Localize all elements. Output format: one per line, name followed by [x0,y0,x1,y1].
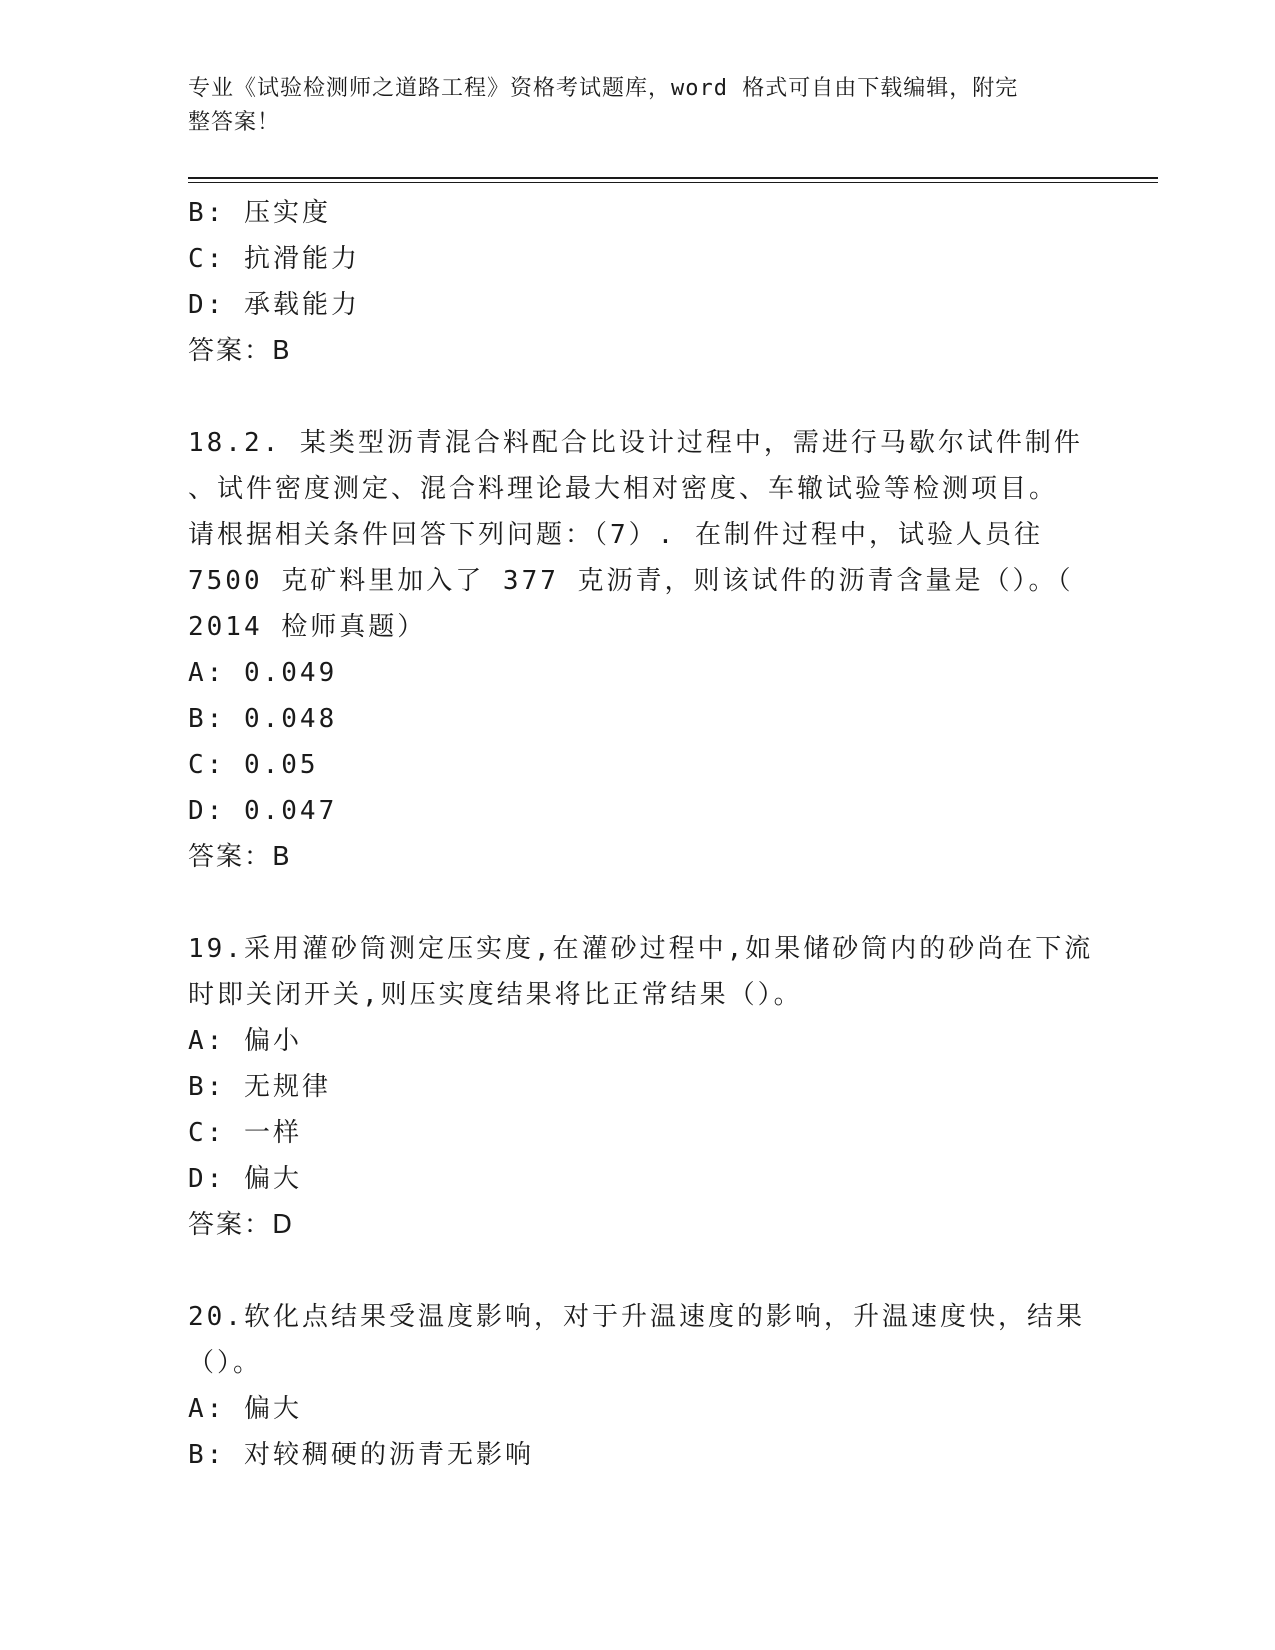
option-c: C: 0.05 [188,750,319,780]
option-d: D: 承载能力 [188,290,360,320]
question-18 [188,420,1088,880]
option-a: A: 0.049 [188,658,338,688]
question-text-line: 、试件密度测定、混合料理论最大相对密度、车辙试验等检测项目。 [188,474,1059,504]
page-header [188,72,1068,140]
option-b: B: 无规律 [188,1072,331,1102]
answer-line: 答案：D [188,1210,295,1240]
question-text-line: 7500 克矿料里加入了 377 克沥青，则该试件的沥青含量是（）。（ [188,566,1074,596]
header-divider-thick [188,177,1158,179]
question-text-line: 2014 检师真题） [188,612,427,642]
question-content [188,190,1094,1478]
answer-line: 答案：B [188,842,292,872]
question-text-line: 18.2. 某类型沥青混合料配合比设计过程中，需进行马歇尔试件制件 [188,428,1083,458]
spacer [188,880,1088,926]
option-c: C: 抗滑能力 [188,244,360,274]
question-20 [188,1294,1088,1478]
option-d: D: 0.047 [188,796,338,826]
question-text-line: （）。 [188,1348,263,1378]
question-text-line: 时即关闭开关,则压实度结果将比正常结果（）。 [188,980,803,1010]
option-a: A: 偏小 [188,1026,302,1056]
option-a: A: 偏大 [188,1394,302,1424]
header-line-1: 专业《试验检测师之道路工程》资格考试题库，word 格式可自由下载编辑，附完 [188,76,1019,101]
header-line-2: 整答案！ [188,110,281,135]
question-text-line: 19.采用灌砂筒测定压实度,在灌砂过程中,如果储砂筒内的砂尚在下流 [188,934,1094,964]
option-b: B: 压实度 [188,198,331,228]
question-text-line: 20.软化点结果受温度影响，对于升温速度的影响，升温速度快，结果 [188,1302,1085,1332]
option-b: B: 对较稠硬的沥青无影响 [188,1440,534,1470]
option-c: C: 一样 [188,1118,302,1148]
spacer [188,1248,1088,1294]
option-b: B: 0.048 [188,704,338,734]
header-divider-thin [188,182,1158,183]
answer-line: 答案：B [188,336,292,366]
question-19 [188,926,1094,1248]
question-17 [188,190,1088,374]
option-d: D: 偏大 [188,1164,302,1194]
spacer [188,374,1088,420]
question-text-line: 请根据相关条件回答下列问题：（7）. 在制件过程中，试验人员往 [188,520,1043,550]
